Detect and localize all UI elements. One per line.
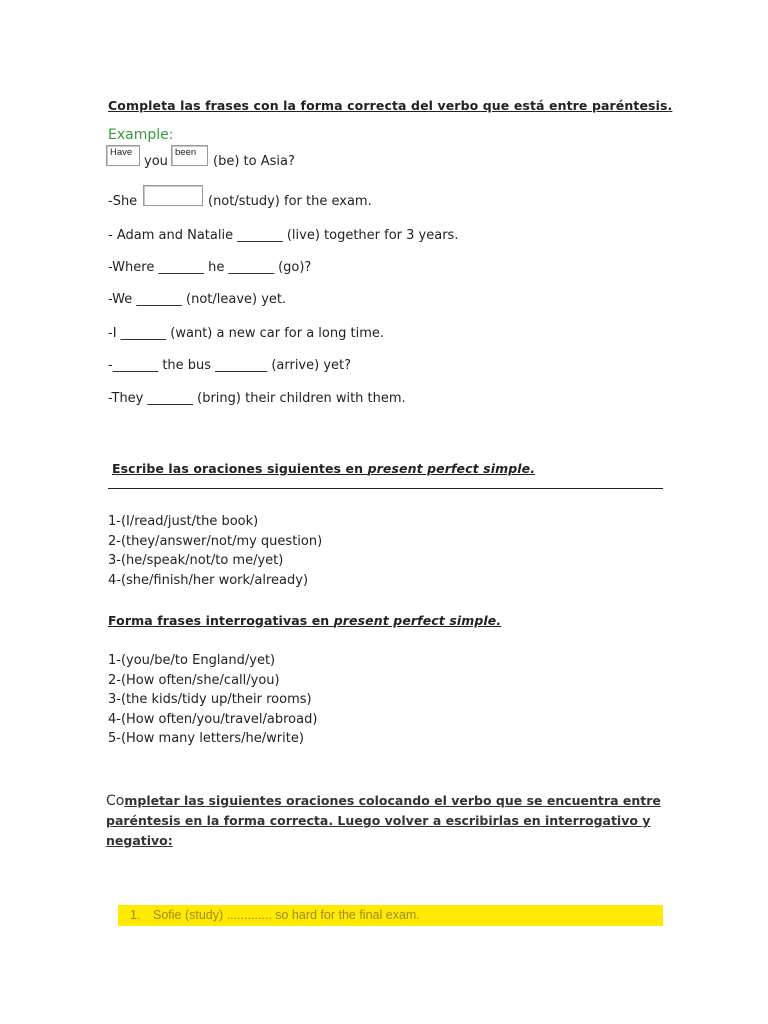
example-rest: (be) to Asia? (213, 154, 295, 169)
exercise-line: -I _______ (want) a new car for a long time. (108, 326, 384, 341)
list-item: 3-(the kids/tidy up/their rooms) (108, 692, 312, 707)
exercise-line: -_______ the bus ________ (arrive) yet? (108, 358, 352, 373)
list-item: 3-(he/speak/not/to me/yet) (108, 553, 284, 568)
example-word-you: you (144, 154, 168, 169)
she-prefix: -She (108, 194, 138, 209)
list-item: 5-(How many letters/he/write) (108, 731, 304, 746)
section4-heading-line3: negativo: (106, 833, 173, 848)
section2-list (108, 512, 322, 590)
section3-list (108, 651, 317, 749)
highlight-number: 1. (130, 908, 141, 922)
she-answer-box[interactable] (143, 185, 203, 206)
section4-heading-line2: paréntesis en la forma correcta. Luego volver a escribirlas en interrogativo y (106, 813, 651, 828)
section2-heading-plain: Escribe las oraciones siguientes en (112, 461, 368, 476)
section1-heading: Completa las frases con la forma correcta del verbo que está entre paréntesis. (108, 98, 673, 113)
exercise-line: - Adam and Natalie _______ (live) together for 3 years. (108, 228, 459, 243)
horizontal-rule (108, 488, 663, 489)
highlight-sentence: Sofie (study) ............. so hard for the final exam. (153, 908, 420, 922)
she-rest: (not/study) for the exam. (208, 194, 372, 209)
section4-heading (106, 791, 661, 851)
list-item: 4-(she/finish/her work/already) (108, 572, 309, 588)
section4-heading-first: Co (106, 793, 125, 809)
section3-heading (108, 613, 501, 628)
exercise-line: -They _______ (bring) their children with them. (108, 391, 406, 406)
example-answer-box-1[interactable]: Have (106, 145, 140, 166)
list-item: 2-(How often/she/call/you) (108, 672, 280, 688)
list-item: 1-(you/be/to England/yet) (108, 653, 276, 668)
list-item: 1-(I/read/just/the book) (108, 514, 259, 529)
section4-heading-line1: mpletar las siguientes oraciones colocando el verbo que se encuentra entre (124, 793, 661, 808)
list-item: 4-(How often/you/travel/abroad) (108, 711, 318, 727)
exercise-line: -Where _______ he _______ (go)? (108, 260, 312, 275)
section2-heading (112, 461, 535, 476)
section3-heading-italic: present perfect simple. (333, 613, 502, 628)
section3-heading-plain: Forma frases interrogativas en (108, 613, 334, 628)
section2-heading-italic: present perfect simple. (367, 461, 536, 476)
example-label: Example: (108, 127, 174, 143)
exercise-line: -We _______ (not/leave) yet. (108, 292, 287, 307)
example-answer-box-2[interactable]: been (171, 145, 208, 166)
list-item: 2-(they/answer/not/my question) (108, 533, 323, 549)
